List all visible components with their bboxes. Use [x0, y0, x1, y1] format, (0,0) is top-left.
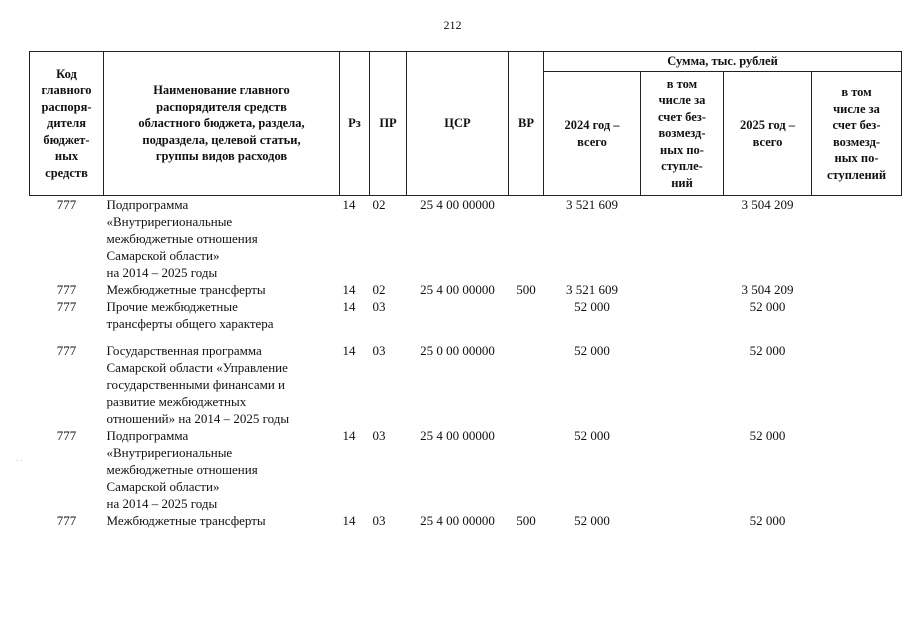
header-vr: ВР: [509, 52, 544, 196]
cell-2024-free: [641, 196, 724, 282]
cell-code: 777: [56, 282, 77, 297]
cell-name: Межбюджетные трансферты: [106, 513, 266, 528]
header-csr: ЦСР: [407, 52, 509, 196]
header-rz: Рз: [340, 52, 370, 196]
cell-vr: [509, 342, 544, 427]
header-2025-free: в том числе за счет без- возмезд- ных по- ступлений: [812, 72, 902, 196]
cell-name: Межбюджетные трансферты: [106, 282, 266, 297]
cell-csr: [407, 298, 509, 332]
table-row: [30, 281, 902, 298]
cell-pr: 02: [372, 197, 386, 212]
cell-2024-free: [641, 427, 724, 512]
table-row: [30, 196, 902, 282]
cell-pr: 03: [372, 513, 386, 528]
header-code: Код главного распоря- дителя бюджет- ных средств: [30, 52, 104, 196]
table-row: [30, 342, 902, 427]
cell-vr: [509, 427, 544, 512]
cell-name: Государственная программа Самарской области «Управление государственными финансами и развитие межбюджетных отношений» на 2014 – 2025 годы: [106, 343, 290, 426]
cell-pr: 03: [372, 299, 386, 314]
cell-2025-free: [812, 342, 902, 427]
cell-name: Подпрограмма «Внутрирегиональные межбюджетные отношения Самарской области» на 2014 – 2025 годы: [106, 428, 258, 511]
cell-code: 777: [56, 343, 77, 358]
cell-csr: 25 4 00 00000: [420, 197, 495, 212]
header-2025-total: 2025 год – всего: [724, 72, 812, 196]
cell-rz: 14: [342, 428, 356, 443]
table-header: [30, 52, 902, 196]
cell-2025-total: 52 000: [749, 343, 786, 358]
table-row: [30, 512, 902, 529]
cell-2025-free: [812, 196, 902, 282]
header-2024-free: в том числе за счет без- возмезд- ных по- ступле- ний: [641, 72, 724, 196]
cell-vr: [509, 196, 544, 282]
cell-rz: 14: [342, 513, 356, 528]
cell-2024-free: [641, 512, 724, 529]
cell-vr: 500: [516, 513, 536, 528]
cell-2025-free: [812, 512, 902, 529]
cell-rz: 14: [342, 299, 356, 314]
cell-2025-free: [812, 427, 902, 512]
cell-pr: 03: [372, 343, 386, 358]
header-2024-total: 2024 год – всего: [544, 72, 641, 196]
page-number: 212: [443, 18, 462, 32]
cell-2025-total: 3 504 209: [741, 197, 794, 212]
cell-pr: 02: [372, 282, 386, 297]
cell-2024-total: 52 000: [574, 299, 610, 314]
cell-csr: 25 4 00 00000: [420, 513, 495, 528]
cell-2024-free: [641, 298, 724, 332]
cell-csr: 25 4 00 00000: [420, 282, 495, 297]
cell-rz: 14: [342, 197, 356, 212]
header-sum-group: Сумма, тыс. рублей: [544, 52, 902, 72]
cell-2025-free: [812, 281, 902, 298]
cell-2025-total: 52 000: [749, 513, 786, 528]
cell-csr: 25 0 00 00000: [420, 343, 495, 358]
cell-2024-total: 3 521 609: [566, 197, 618, 212]
cell-2024-free: [641, 342, 724, 427]
cell-2024-free: [641, 281, 724, 298]
table-row: [30, 427, 902, 512]
table-body: [30, 196, 902, 530]
cell-2025-total: 3 504 209: [741, 282, 794, 297]
budget-table: [29, 51, 902, 529]
cell-code: 777: [56, 197, 77, 212]
cell-code: 777: [56, 513, 77, 528]
cell-rz: 14: [342, 343, 356, 358]
cell-pr: 03: [372, 428, 386, 443]
cell-vr: 500: [516, 282, 536, 297]
cell-2024-total: 52 000: [574, 343, 610, 358]
cell-2024-total: 52 000: [574, 428, 610, 443]
header-pr: ПР: [370, 52, 407, 196]
cell-code: 777: [56, 299, 77, 314]
cell-2025-free: [812, 298, 902, 332]
cell-2025-total: 52 000: [749, 299, 786, 314]
row-spacer: [30, 332, 902, 342]
cell-csr: 25 4 00 00000: [420, 428, 495, 443]
header-name: Наименование главного распорядителя средств областного бюджета, раздела, подраздела, целевой статьи, группы видов расходов: [104, 52, 340, 196]
scan-speck-mark: · ·: [16, 457, 23, 465]
cell-name: Прочие межбюджетные трансферты общего характера: [106, 299, 274, 331]
cell-vr: [509, 298, 544, 332]
cell-name: Подпрограмма «Внутрирегиональные межбюджетные отношения Самарской области» на 2014 – 2025 годы: [106, 197, 258, 280]
cell-2024-total: 52 000: [574, 513, 610, 528]
cell-2024-total: 3 521 609: [566, 282, 618, 297]
cell-rz: 14: [342, 282, 356, 297]
table-row: [30, 298, 902, 332]
cell-2025-total: 52 000: [749, 428, 786, 443]
cell-code: 777: [56, 428, 77, 443]
